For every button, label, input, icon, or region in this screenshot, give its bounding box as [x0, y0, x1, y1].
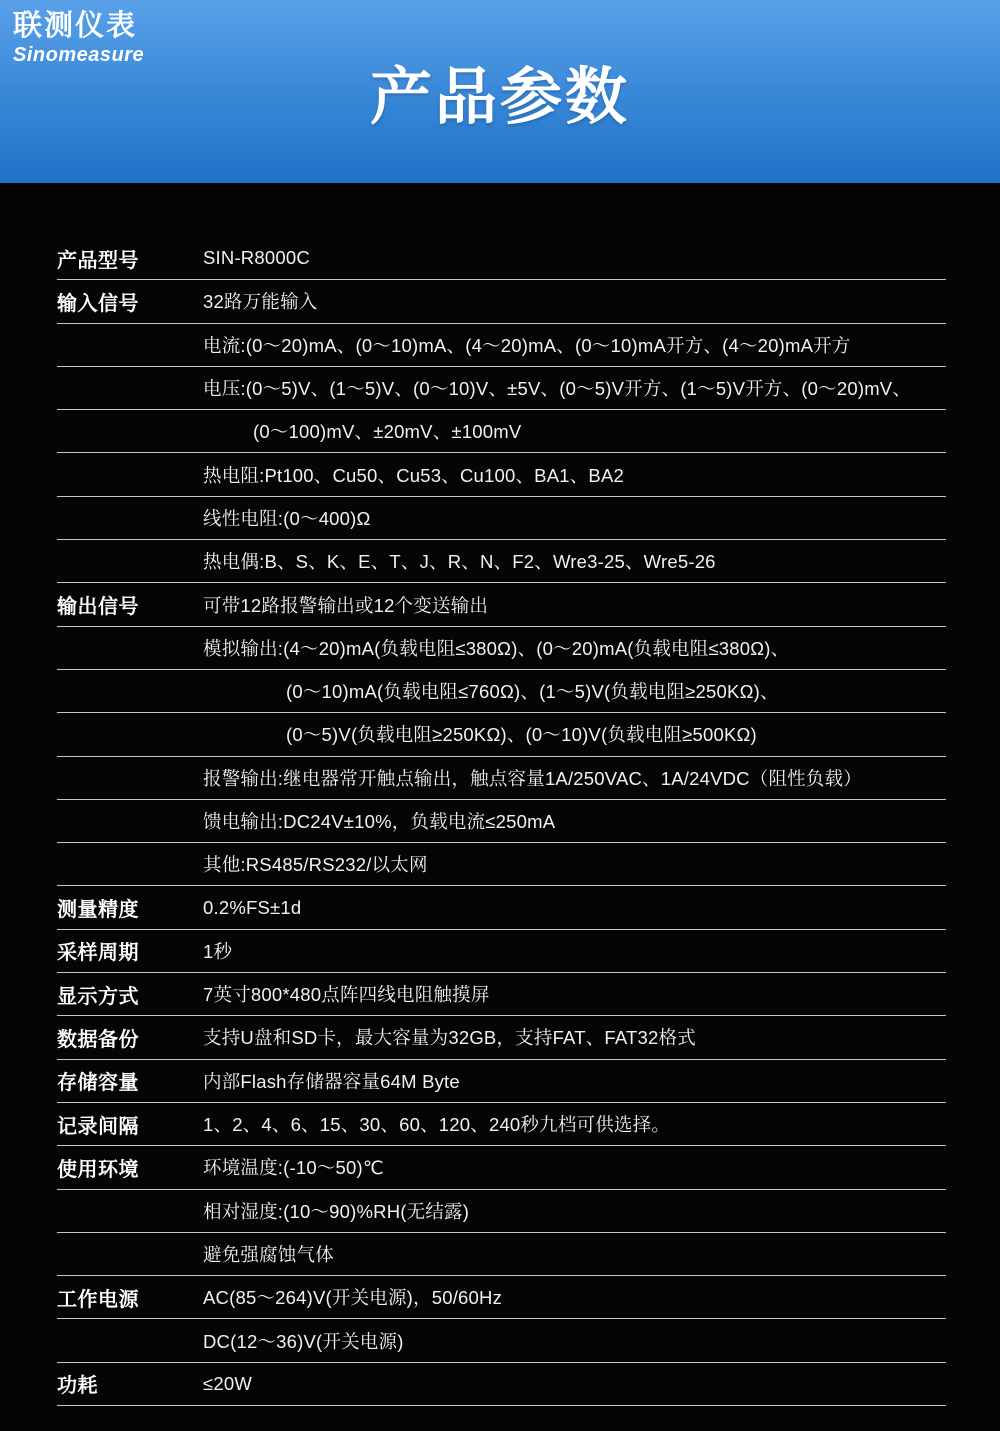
row-value: 热电阻:Pt100、Cu50、Cu53、Cu100、BA1、BA2 [203, 464, 624, 486]
brand-logo-en: Sinomeasure [13, 43, 145, 66]
table-row [57, 1276, 946, 1319]
table-row [57, 497, 946, 540]
table-row [57, 367, 946, 410]
table-row [57, 1146, 946, 1189]
brand-logo-cn: 联测仪表 [13, 10, 138, 42]
table-row [57, 583, 946, 626]
row-value: 电压:(0～5)V、(1～5)V、(0～10)V、±5V、(0～5)V开方、(1～5)V开方、(0～20)mV、 [203, 378, 912, 400]
table-row [57, 800, 946, 843]
row-label: 输出信号 [57, 596, 139, 619]
row-label: 测量精度 [57, 899, 139, 922]
table-row [57, 324, 946, 367]
row-value: (0～5)V(负载电阻≥250KΩ)、(0～10)V(负载电阻≥500KΩ) [286, 724, 757, 746]
row-value: 模拟输出:(4～20)mA(负载电阻≤380Ω)、(0～20)mA(负载电阻≤380Ω)、 [203, 637, 790, 659]
row-value: 1秒 [203, 940, 233, 962]
table-row [57, 1016, 946, 1059]
table-row [57, 843, 946, 886]
row-value: 其他:RS485/RS232/以太网 [203, 854, 428, 876]
page-title: 产品参数 [369, 63, 630, 132]
row-value: 相对湿度:(10～90)%RH(无结露) [203, 1200, 470, 1222]
row-value: 支持U盘和SD卡，最大容量为32GB，支持FAT、FAT32格式 [203, 1027, 696, 1049]
spec-table [57, 237, 946, 1406]
row-label: 采样周期 [57, 942, 139, 965]
row-value: DC(12～36)V(开关电源) [203, 1330, 404, 1352]
row-label: 产品型号 [57, 249, 139, 272]
table-row [57, 540, 946, 583]
row-label: 数据备份 [57, 1028, 139, 1051]
table-row [57, 627, 946, 670]
table-row [57, 1363, 946, 1406]
table-row [57, 973, 946, 1016]
table-row [57, 757, 946, 800]
row-value: 1、2、4、6、15、30、60、120、240秒九档可供选择。 [203, 1114, 671, 1136]
table-row [57, 1103, 946, 1146]
row-label: 记录间隔 [57, 1115, 139, 1138]
table-row [57, 1190, 946, 1233]
table-row [57, 410, 946, 453]
row-value: 32路万能输入 [203, 291, 318, 313]
row-value: 7英寸800*480点阵四线电阻触摸屏 [203, 984, 490, 1006]
table-row [57, 237, 946, 280]
table-row [57, 886, 946, 929]
row-value: 环境温度:(-10～50)℃ [203, 1157, 384, 1179]
row-value: ≤20W [203, 1372, 252, 1394]
row-value: 线性电阻:(0～400)Ω [203, 507, 371, 529]
row-value: (0～100)mV、±20mV、±100mV [253, 421, 522, 443]
row-value: 电流:(0～20)mA、(0～10)mA、(4～20)mA、(0～10)mA开方、(4～20)mA开方 [203, 334, 851, 356]
row-label: 功耗 [57, 1375, 98, 1398]
table-row [57, 670, 946, 713]
row-label: 工作电源 [57, 1288, 139, 1311]
row-label: 使用环境 [57, 1158, 139, 1181]
table-row [57, 1319, 946, 1362]
table-row [57, 1233, 946, 1276]
row-value: 0.2%FS±1d [203, 896, 302, 918]
row-value: 避免强腐蚀气体 [203, 1243, 334, 1265]
row-label: 存储容量 [57, 1072, 139, 1095]
brand-logo [13, 11, 144, 66]
header-banner [0, 0, 1000, 183]
table-row [57, 930, 946, 973]
table-row [57, 1060, 946, 1103]
row-value: (0～10)mA(负载电阻≤760Ω)、(1～5)V(负载电阻≥250KΩ)、 [286, 681, 779, 703]
row-label: 显示方式 [57, 985, 139, 1008]
row-value: 报警输出:继电器常开触点输出，触点容量1A/250VAC、1A/24VDC（阻性负载） [203, 767, 862, 789]
table-row [57, 713, 946, 756]
row-label: 输入信号 [57, 292, 139, 315]
row-value: 热电偶:B、S、K、E、T、J、R、N、F2、Wre3-25、Wre5-26 [203, 551, 716, 573]
row-value: 内部Flash存储器容量64M Byte [203, 1070, 460, 1092]
row-value: 可带12路报警输出或12个变送输出 [203, 594, 489, 616]
table-row [57, 280, 946, 323]
row-value: SIN-R8000C [203, 247, 310, 269]
table-row [57, 453, 946, 496]
row-value: AC(85～264)V(开关电源)，50/60Hz [203, 1287, 503, 1309]
row-value: 馈电输出:DC24V±10%，负载电流≤250mA [203, 811, 556, 832]
